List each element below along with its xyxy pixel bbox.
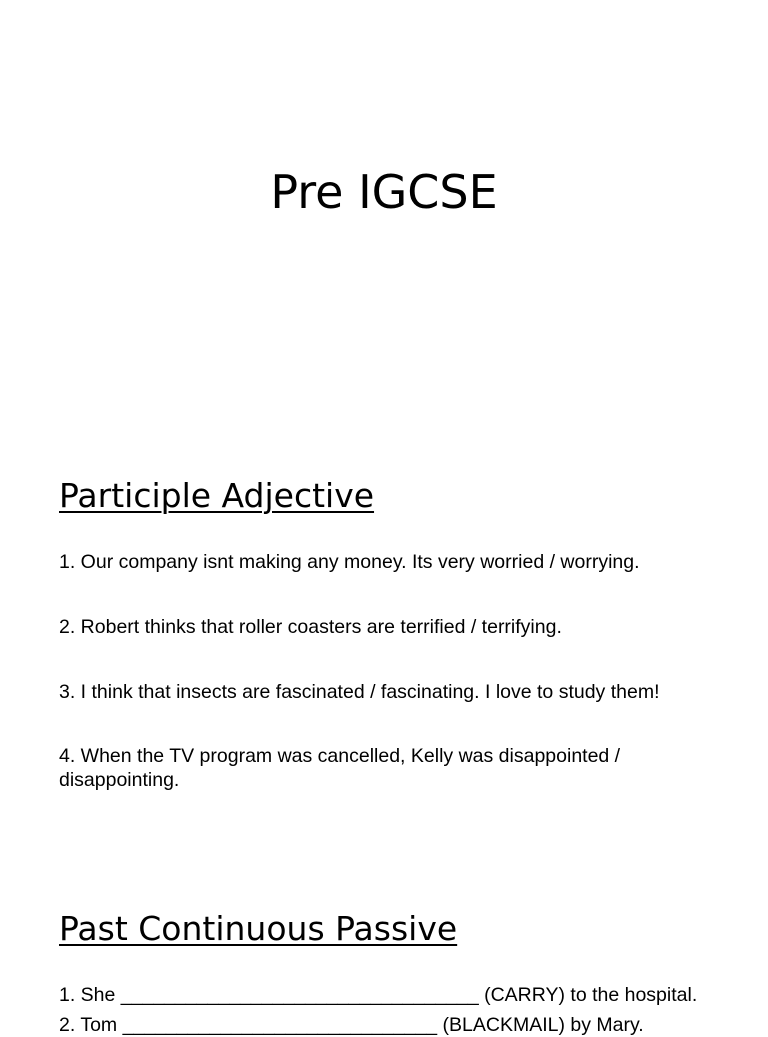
exercise-item: 2. Robert thinks that roller coasters are terrified / terrifying. [59,616,562,638]
exercise-item: 3. I think that insects are fascinated / fascinating. I love to study them! [59,681,660,703]
exercise-item: 4. When the TV program was cancelled, Kelly was disappointed / disappointing. [59,745,621,791]
exercise-item: 2. Tom _____________________________ (BLACKMAIL) by Mary. [59,1014,644,1036]
section-heading-past-continuous-passive: Past Continuous Passive [59,909,458,948]
exercise-item: 1. She _________________________________ (CARRY) to the hospital. [59,984,698,1006]
exercise-item: 1. Our company isnt making any money. Its very worried / worrying. [59,551,640,573]
page-title: Pre IGCSE [270,165,498,219]
section-heading-participle-adjective: Participle Adjective [59,476,375,515]
